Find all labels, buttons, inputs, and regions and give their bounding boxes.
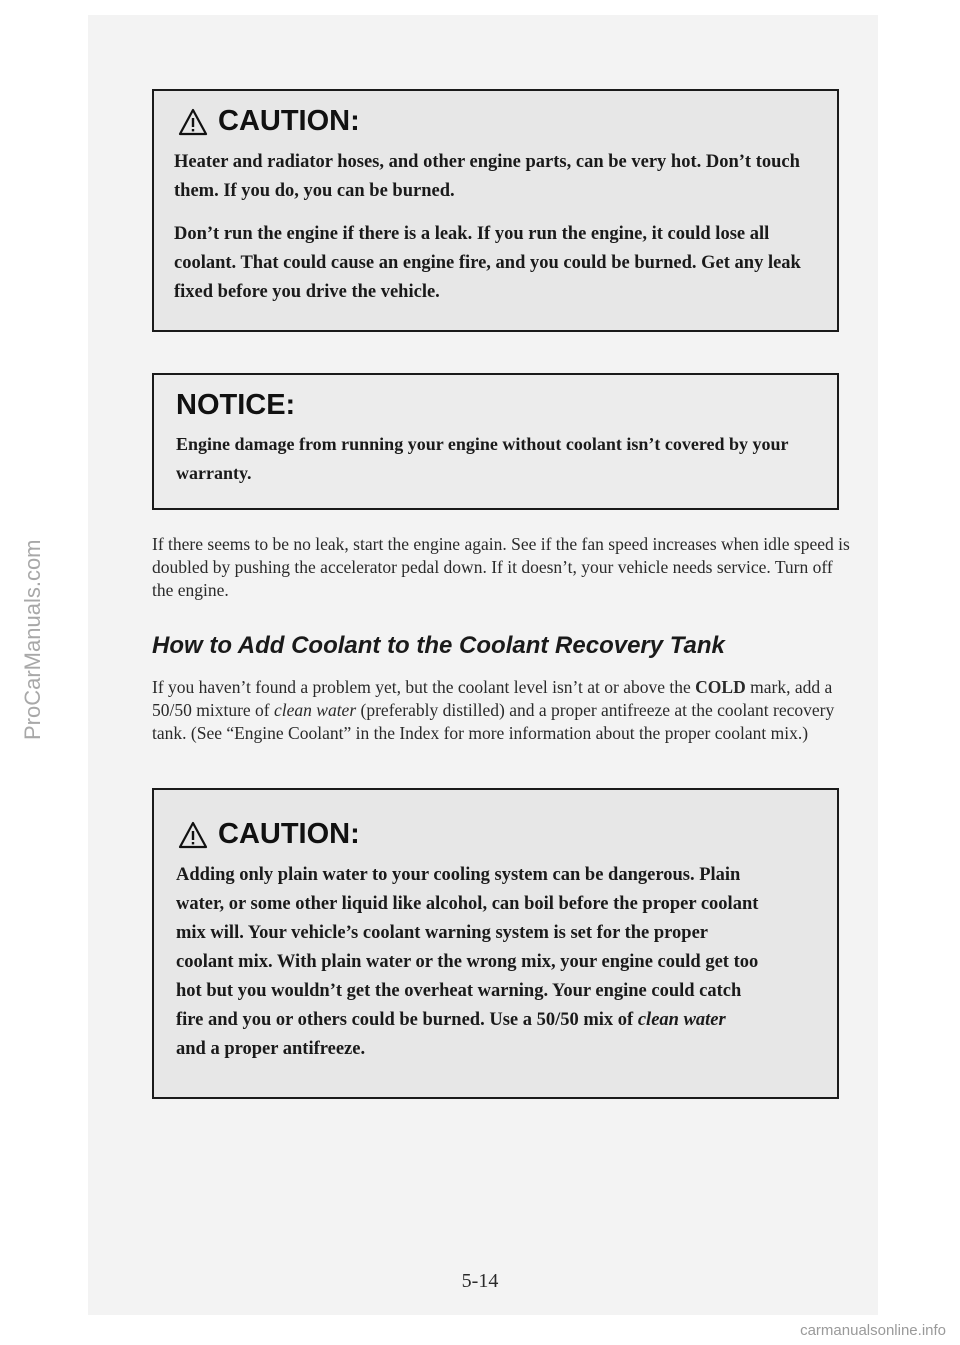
caution-label-2: CAUTION:: [218, 818, 360, 850]
caution-2-paragraph: [176, 861, 819, 1064]
clean-water-term: clean water: [274, 700, 357, 720]
warning-triangle-icon: [178, 108, 208, 136]
body-paragraph-2: [152, 676, 852, 745]
body-paragraph-1: If there seems to be no leak, start the engine again. See if the fan speed increases when idle speed is doubled by pushing the accelerator pedal down. If it doesn’t, your vehicle needs service. Turn off the engine.: [152, 534, 850, 600]
caution-label-1: CAUTION:: [218, 105, 360, 137]
caution-box-1: [152, 89, 839, 332]
footer-watermark: carmanualsonline.info: [800, 1322, 946, 1339]
caution-2-clean-water: clean water: [637, 1010, 726, 1030]
caution-1-paragraph-1: Heater and radiator hoses, and other engine parts, can be very hot. Don’t touch them. If you do, you can be burned.: [174, 152, 800, 201]
caution-title-1: [174, 105, 817, 138]
caution-2-text: Adding only plain water to your cooling system can be dangerous. Plain water, or some other liquid like alcohol, can boil before the proper coolant mix will. Your vehicle’s coolant warning system is set for the proper coolant mix. With plain water or the wrong mix, your engine could get too hot but you wouldn’t get the overheat warning. Your engine could catch fire and you or others could be burned. Use a 50/50 mix of: [176, 865, 759, 1030]
warning-triangle-icon: [178, 821, 208, 849]
notice-title: NOTICE:: [176, 389, 296, 421]
body-2-text-c: (preferably distilled) and a proper antifreeze at the coolant recovery tank. (See “Engine Coolant” in the Index for more information about the proper coolant mix.): [152, 700, 835, 743]
caution-1-paragraph-2: Don’t run the engine if there is a leak. If you run the engine, it could lose all coolant. That could cause an engine fire, and you could be burned. Get any leak fixed before you drive the vehicle.: [174, 224, 801, 302]
section-heading: How to Add Coolant to the Coolant Recovery Tank: [152, 632, 725, 659]
caution-box-2: [152, 788, 839, 1099]
body-2-text-a: If you haven’t found a problem yet, but the coolant level isn’t at or above the: [152, 677, 696, 697]
cold-mark-label: COLD: [695, 677, 746, 697]
side-watermark: ProCarManuals.com: [20, 539, 45, 740]
caution-2-text-end: and a proper antifreeze.: [176, 1039, 366, 1059]
notice-box: [152, 373, 839, 510]
body-2-text-b: mark, add a 50/50 mixture of: [152, 677, 833, 720]
notice-text: Engine damage from running your engine without coolant isn’t covered by your warranty.: [176, 434, 789, 483]
caution-title-2: [176, 818, 819, 851]
page-number: 5-14: [461, 1270, 499, 1292]
